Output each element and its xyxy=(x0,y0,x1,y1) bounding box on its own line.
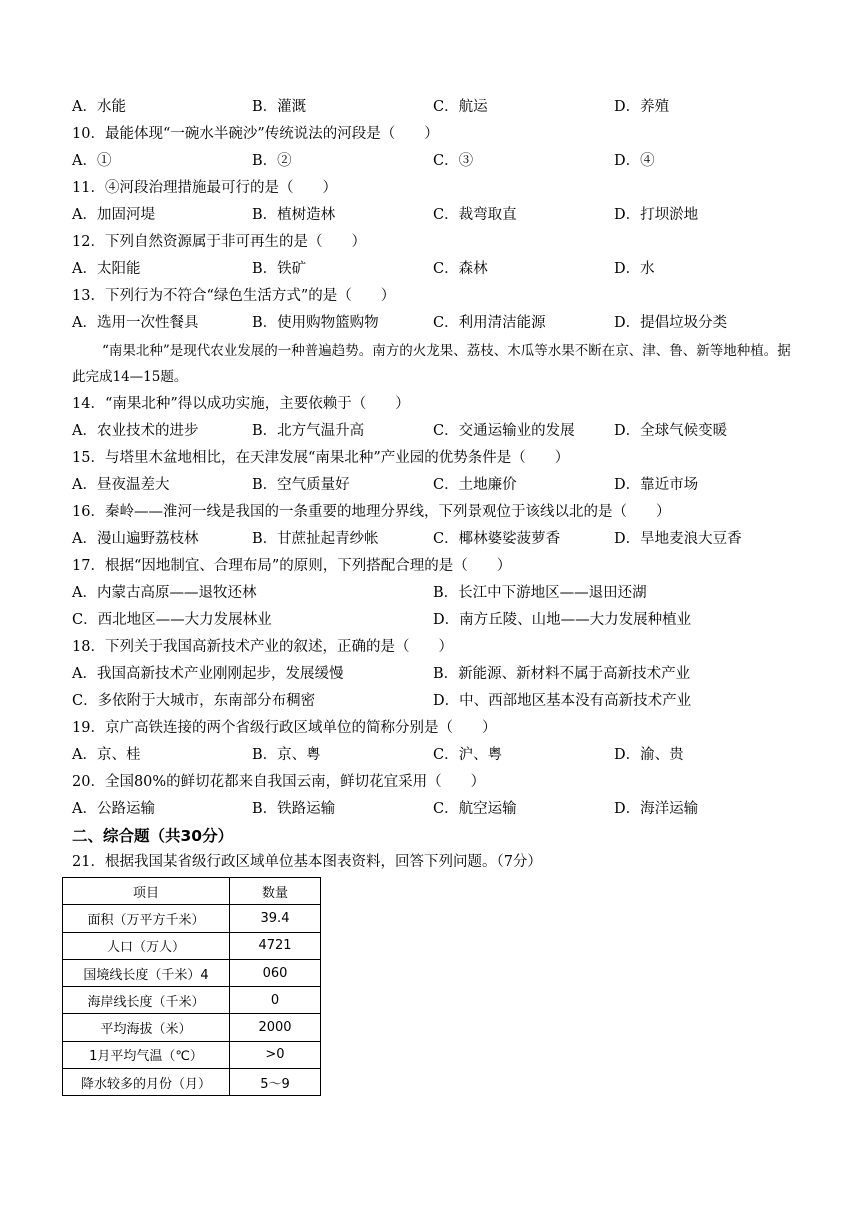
table-header-item: 项目 xyxy=(63,878,230,905)
q11-stem: 11．④河段治理措施最可行的是（ ） xyxy=(72,180,337,196)
q15-option-c: C．土地廉价 xyxy=(433,477,517,493)
q11-option-b: B．植树造林 xyxy=(252,207,336,223)
q10-stem: 10．最能体现“一碗水半碗沙”传统说法的河段是（ ） xyxy=(72,126,439,142)
q9-option-d: D．养殖 xyxy=(614,99,670,115)
q20-option-a: A．公路运输 xyxy=(72,801,155,817)
q20-option-d: D．海洋运输 xyxy=(614,801,699,817)
q9-option-c: C．航运 xyxy=(433,99,488,115)
table-cell-value: 39.4 xyxy=(230,905,321,932)
q20-stem: 20．全国80%的鲜切花都来自我国云南，鲜切花宜采用（ ） xyxy=(72,774,486,790)
q14-option-b: B．北方气温升高 xyxy=(252,423,365,439)
table-cell-value: >0 xyxy=(230,1041,321,1068)
q10-option-b: B．② xyxy=(252,153,292,169)
table-cell-item: 降水较多的月份（月） xyxy=(63,1069,230,1096)
table-cell-item: 人口（万人） xyxy=(63,932,230,959)
q12-option-a: A．太阳能 xyxy=(72,261,141,277)
table-cell-item: 平均海拔（米） xyxy=(63,1014,230,1041)
table-row xyxy=(63,1069,321,1096)
table-header-row xyxy=(63,878,321,905)
q16-option-d: D．旱地麦浪大豆香 xyxy=(614,531,742,547)
table-row xyxy=(63,1014,321,1041)
table-row xyxy=(63,905,321,932)
q21-stem: 21．根据我国某省级行政区域单位基本图表资料，回答下列问题。（7分） xyxy=(72,854,542,870)
q14-stem: 14．“南果北种”得以成功实施，主要依赖于（ ） xyxy=(72,396,410,412)
q17-option-c: C．西北地区——大力发展林业 xyxy=(72,612,272,628)
table-header-value: 数量 xyxy=(230,878,321,905)
province-data-table xyxy=(62,877,321,1096)
q11-option-c: C．裁弯取直 xyxy=(433,207,517,223)
q14-option-a: A．农业技术的进步 xyxy=(72,423,199,439)
q19-option-c: C．沪、粤 xyxy=(433,747,503,763)
q13-stem: 13．下列行为不符合“绿色生活方式”的是（ ） xyxy=(72,288,396,304)
q17-option-d: D．南方丘陵、山地——大力发展种植业 xyxy=(433,612,692,628)
q16-option-a: A．漫山遍野荔枝林 xyxy=(72,531,199,547)
q12-option-d: D．水 xyxy=(614,261,655,277)
q9-option-b: B．灌溉 xyxy=(252,99,307,115)
q10-option-c: C．③ xyxy=(433,153,474,169)
table-cell-value: 060 xyxy=(230,959,321,986)
q10-option-a: A．① xyxy=(72,153,112,169)
q11-option-a: A．加固河堤 xyxy=(72,207,155,223)
q14-option-d: D．全球气候变暖 xyxy=(614,423,728,439)
table-cell-item: 1月平均气温（℃） xyxy=(63,1041,230,1068)
q18-option-a: A．我国高新技术产业刚刚起步，发展缓慢 xyxy=(72,666,344,682)
q19-option-b: B．京、粤 xyxy=(252,747,321,763)
q12-stem: 12．下列自然资源属于非可再生的是（ ） xyxy=(72,234,366,250)
table-row xyxy=(63,987,321,1014)
reading-passage: “南果北种”是现代农业发展的一种普遍趋势。南方的火龙果、荔枝、木瓜等水果不断在京、津、鲁、新等地种植。据此完成14—15题。 xyxy=(72,343,791,385)
q15-option-d: D．靠近市场 xyxy=(614,477,699,493)
q20-option-b: B．铁路运输 xyxy=(252,801,336,817)
table-cell-value: 4721 xyxy=(230,932,321,959)
table-cell-value: 2000 xyxy=(230,1014,321,1041)
q13-option-d: D．提倡垃圾分类 xyxy=(614,315,728,331)
q18-option-b: B．新能源、新材料不属于高新技术产业 xyxy=(433,666,691,682)
q14-option-c: C．交通运输业的发展 xyxy=(433,423,575,439)
section-2-title: 二、综合题（共30分） xyxy=(72,827,234,845)
table-cell-value: 5～9 xyxy=(230,1069,321,1096)
q16-option-b: B．甘蔗扯起青纱帐 xyxy=(252,531,379,547)
q19-option-a: A．京、桂 xyxy=(72,747,141,763)
q15-option-a: A．昼夜温差大 xyxy=(72,477,170,493)
table-cell-item: 国境线长度（千米）4 xyxy=(63,959,230,986)
q12-option-c: C．森林 xyxy=(433,261,488,277)
q9-option-a: A．水能 xyxy=(72,99,126,115)
q12-option-b: B．铁矿 xyxy=(252,261,307,277)
q15-stem: 15．与塔里木盆地相比，在天津发展“南果北种”产业园的优势条件是（ ） xyxy=(72,450,570,466)
q20-option-c: C．航空运输 xyxy=(433,801,517,817)
q19-stem: 19．京广高铁连接的两个省级行政区域单位的简称分别是（ ） xyxy=(72,720,497,736)
q10-option-d: D．④ xyxy=(614,153,655,169)
table-row xyxy=(63,959,321,986)
q13-option-c: C．利用清洁能源 xyxy=(433,315,546,331)
q13-option-b: B．使用购物篮购物 xyxy=(252,315,379,331)
q15-option-b: B．空气质量好 xyxy=(252,477,350,493)
q18-stem: 18．下列关于我国高新技术产业的叙述，正确的是（ ） xyxy=(72,639,453,655)
q11-option-d: D．打坝淤地 xyxy=(614,207,699,223)
table-cell-item: 海岸线长度（千米） xyxy=(63,987,230,1014)
q18-option-d: D．中、西部地区基本没有高新技术产业 xyxy=(433,693,692,709)
table-row xyxy=(63,932,321,959)
q16-stem: 16．秦岭——淮河一线是我国的一条重要的地理分界线，下列景观位于该线以北的是（ ） xyxy=(72,504,671,520)
q18-option-c: C．多依附于大城市，东南部分布稠密 xyxy=(72,693,316,709)
table-cell-value: 0 xyxy=(230,987,321,1014)
q16-option-c: C．椰林婆娑菠萝香 xyxy=(433,531,561,547)
table-row xyxy=(63,1041,321,1068)
table-cell-item: 面积（万平方千米） xyxy=(63,905,230,932)
q17-option-b: B．长江中下游地区——退田还湖 xyxy=(433,585,647,601)
q13-option-a: A．选用一次性餐具 xyxy=(72,315,199,331)
q17-option-a: A．内蒙古高原——退牧还林 xyxy=(72,585,257,601)
q17-stem: 17．根据“因地制宜、合理布局”的原则，下列搭配合理的是（ ） xyxy=(72,558,512,574)
q19-option-d: D．渝、贵 xyxy=(614,747,684,763)
